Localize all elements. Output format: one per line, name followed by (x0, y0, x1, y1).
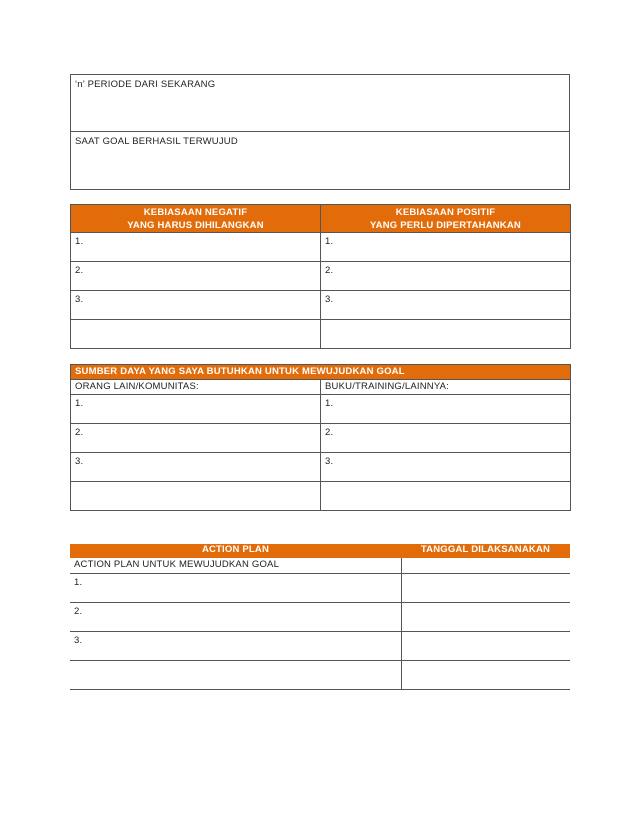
habits-header-row (71, 205, 571, 233)
positive-habits-title: KEBIASAAN POSITIF (395, 207, 496, 218)
action-cell[interactable] (70, 660, 401, 689)
habits-table (70, 204, 571, 349)
resources-table (70, 364, 571, 511)
table-row (70, 631, 570, 660)
books-cell[interactable]: 3. (321, 453, 571, 482)
resources-header-row (71, 365, 571, 380)
table-row (71, 482, 571, 511)
books-cell[interactable]: 1. (321, 395, 571, 424)
negative-habit-cell[interactable]: 2. (71, 262, 321, 291)
negative-habits-subtitle: YANG HARUS DIHILANGKAN (127, 220, 264, 231)
action-cell[interactable]: 2. (70, 602, 401, 631)
date-cell[interactable] (401, 573, 570, 602)
negative-habit-cell[interactable]: 1. (71, 233, 321, 262)
action-plan-header: ACTION PLAN (201, 544, 270, 555)
action-plan-subheader: ACTION PLAN UNTUK MEWUJUDKAN GOAL (70, 558, 401, 573)
table-row (71, 395, 571, 424)
resources-subheader-row (71, 380, 571, 395)
books-cell[interactable] (321, 482, 571, 511)
date-cell[interactable] (401, 602, 570, 631)
action-plan-table (70, 544, 570, 690)
table-row (71, 291, 571, 320)
table-row (71, 320, 571, 349)
community-cell[interactable]: 1. (71, 395, 321, 424)
table-row (71, 453, 571, 482)
table-row (71, 262, 571, 291)
negative-habit-cell[interactable] (71, 320, 321, 349)
positive-habit-cell[interactable]: 3. (321, 291, 571, 320)
negative-habits-header (71, 205, 321, 233)
action-plan-header-row (70, 544, 570, 558)
positive-habits-subtitle: YANG PERLU DIPERTAHANKAN (369, 220, 521, 231)
community-cell[interactable]: 2. (71, 424, 321, 453)
books-cell[interactable]: 2. (321, 424, 571, 453)
table-row (71, 233, 571, 262)
positive-habit-cell[interactable]: 1. (321, 233, 571, 262)
period-cell[interactable]: ‘n’ PERIODE DARI SEKARANG (71, 75, 570, 132)
goal-achieved-cell[interactable]: SAAT GOAL BERHASIL TERWUJUD (71, 132, 570, 190)
resources-header: SUMBER DAYA YANG SAYA BUTUHKAN UNTUK MEWUJUDKAN GOAL (71, 365, 571, 380)
table-row (71, 75, 570, 132)
positive-habit-cell[interactable]: 2. (321, 262, 571, 291)
date-header: TANGGAL DILAKSANAKAN (420, 544, 551, 555)
positive-habits-header (321, 205, 571, 233)
table-row (70, 602, 570, 631)
table-row (71, 132, 570, 190)
date-subheader-cell (401, 558, 570, 573)
date-cell[interactable] (401, 631, 570, 660)
action-cell[interactable]: 1. (70, 573, 401, 602)
community-column-label: ORANG LAIN/KOMUNITAS: (71, 380, 321, 395)
date-cell[interactable] (401, 660, 570, 689)
negative-habit-cell[interactable]: 3. (71, 291, 321, 320)
action-plan-subheader-row (70, 558, 570, 573)
books-column-label: BUKU/TRAINING/LAINNYA: (321, 380, 571, 395)
table-row (70, 573, 570, 602)
period-table (70, 74, 570, 190)
community-cell[interactable]: 3. (71, 453, 321, 482)
table-row (70, 660, 570, 689)
community-cell[interactable] (71, 482, 321, 511)
negative-habits-title: KEBIASAAN NEGATIF (143, 207, 248, 218)
table-row (71, 424, 571, 453)
action-cell[interactable]: 3. (70, 631, 401, 660)
positive-habit-cell[interactable] (321, 320, 571, 349)
